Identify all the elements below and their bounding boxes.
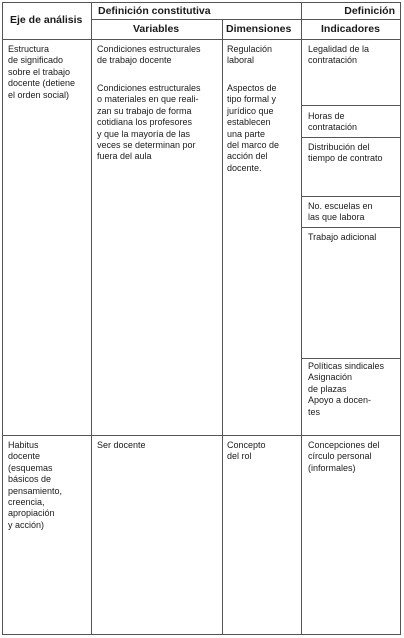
header-variables: Variables [133, 23, 180, 35]
row1-dimensiones-description: Aspectos de tipo formal y jurídico que establecen una parte del marco de acción del docente. [227, 83, 280, 173]
column-divider [222, 19, 223, 634]
header-definicion-constitutiva: Definición constitutiva [98, 5, 211, 17]
row-divider [3, 435, 400, 436]
row1-dimensiones-title: Regulación laboral [227, 44, 273, 66]
indicator-divider [301, 227, 400, 228]
row1-eje: Estructura de significado sobre el trabajo docente (detiene el orden social) [8, 44, 76, 100]
indicator-divider [301, 137, 400, 138]
column-divider [301, 3, 302, 634]
row1-variables-description: Condiciones estructurales o materiales en que reali- zan su trabajo de forma cotidiana los profesores y que la mayoría de las veces se determinan por fuera del aula [97, 83, 201, 162]
indicator-divider [301, 196, 400, 197]
indicator-politicas-sindicales: Políticas sindicales Asignación de plazas Apoyo a docen- tes [308, 361, 385, 417]
row2-dimensiones: Concepto del rol [227, 440, 266, 462]
indicator-divider [301, 358, 400, 359]
indicator-horas: Horas de contratación [308, 111, 358, 133]
header-bottom-line [3, 39, 400, 40]
indicator-distribucion: Distribución del tiempo de contrato [308, 142, 383, 164]
header-subdivider [91, 19, 400, 20]
header-indicadores: Indicadores [321, 23, 380, 35]
row2-variables: Ser docente [97, 440, 146, 450]
header-eje: Eje de análisis [10, 14, 83, 26]
row1-variables-title: Condiciones estructurales de trabajo docente [97, 44, 201, 66]
indicator-escuelas: No. escuelas en las que labora [308, 201, 373, 223]
header-dimensiones: Dimensiones [226, 23, 292, 35]
header-definicion: Definición [344, 5, 395, 17]
analysis-table [2, 2, 401, 635]
indicator-legalidad: Legalidad de la contratación [308, 44, 370, 66]
row2-eje: Habitus docente (esquemas básicos de pensamiento, creencia, apropiación y acción) [8, 440, 63, 530]
column-divider [91, 3, 92, 634]
row2-indicadores: Concepciones del círculo personal (informales) [308, 440, 380, 473]
indicator-trabajo-adicional: Trabajo adicional [308, 232, 377, 242]
indicator-divider [301, 105, 400, 106]
